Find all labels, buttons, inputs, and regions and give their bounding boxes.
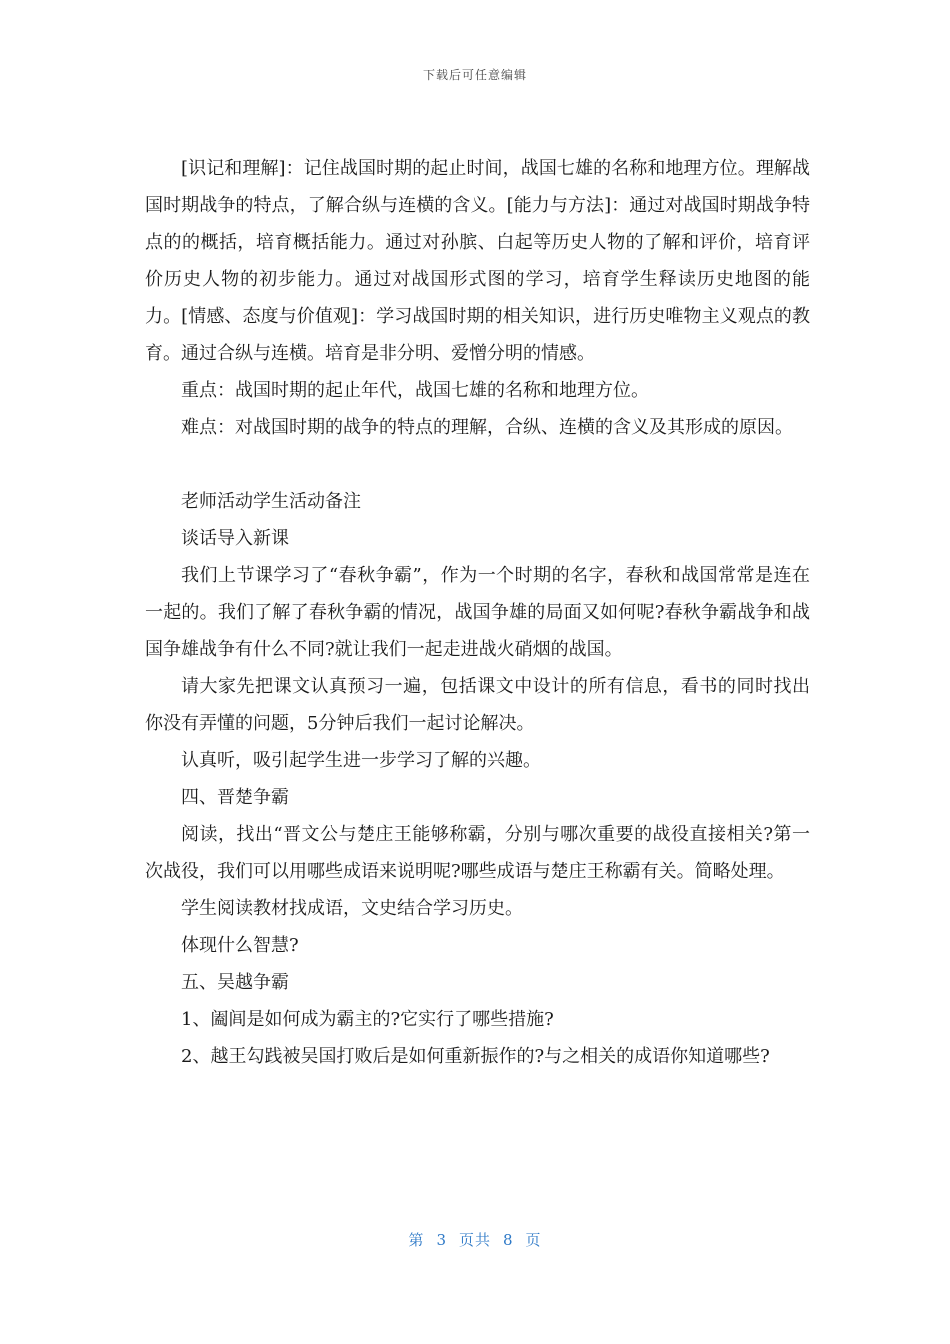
- paragraph-section-four: 四、晋楚争霸: [181, 787, 289, 808]
- paragraph-intro-title: 谈话导入新课: [181, 528, 289, 549]
- footer-prefix: 第: [408, 1231, 425, 1249]
- paragraph-intro-text: 我们上节课学习了“春秋争霸”，作为一个时期的名字，春秋和战国常常是连在一起的。我们了解了春秋争霸的情况，战国争雄的局面又如何呢?春秋争霸战争和战国争雄战争有什么不同?就让我们一起走进战火硝烟的战国。: [145, 565, 810, 660]
- footer-page-number: 3: [436, 1231, 447, 1249]
- paragraph-key-points: 重点：战国时期的起止年代，战国七雄的名称和地理方位。: [181, 380, 649, 401]
- paragraph-question-one: 1、阖闾是如何成为霸主的?它实行了哪些措施?: [181, 1009, 554, 1030]
- paragraph-student-reading: 学生阅读教材找成语，文史结合学习历史。: [181, 898, 523, 919]
- paragraph-question-two: 2、越王勾践被吴国打败后是如何重新振作的?与之相关的成语你知道哪些?: [181, 1046, 770, 1067]
- footer-suffix: 页: [525, 1231, 542, 1249]
- paragraph-difficulties: 难点：对战国时期的战争的特点的理解，合纵、连横的含义及其形成的原因。: [181, 417, 793, 438]
- paragraph-section-five: 五、吴越争霸: [181, 972, 289, 993]
- paragraph-preview-task: 请大家先把课文认真预习一遍，包括课文中设计的所有信息，看书的同时找出你没有弄懂的问题，5分钟后我们一起讨论解决。: [145, 676, 810, 734]
- footer-middle: 页共: [458, 1231, 491, 1249]
- footer-total-pages: 8: [503, 1231, 514, 1249]
- paragraph-listen: 认真听，吸引起学生进一步学习了解的兴趣。: [181, 750, 541, 771]
- document-body: [145, 150, 810, 1075]
- paragraph-activity-header: 老师活动学生活动备注: [181, 491, 361, 512]
- paragraph-wisdom: 体现什么智慧?: [181, 935, 299, 956]
- header-text: 下载后可任意编辑: [422, 68, 527, 82]
- page-footer: [0, 1229, 950, 1250]
- paragraph-reading-task: 阅读，找出“晋文公与楚庄王能够称霸，分别与哪次重要的战役直接相关?第一次战役，我们可以用哪些成语来说明呢?哪些成语与楚庄王称霸有关。简略处理。: [145, 824, 810, 882]
- paragraph-objectives: [识记和理解]：记住战国时期的起止时间，战国七雄的名称和地理方位。理解战国时期战争的特点，了解合纵与连横的含义。[能力与方法]：通过对战国时期战争特点的的概括，培育概括能力。通过对孙膑、白起等历史人物的了解和评价，培育评价历史人物的初步能力。通过对战国形式图的学习，培育学生释读历史地图的能力。[情感、态度与价值观]：学习战国时期的相关知识，进行历史唯物主义观点的教育。通过合纵与连横。培育是非分明、爱憎分明的情感。: [145, 158, 810, 364]
- page-header: [0, 66, 950, 83]
